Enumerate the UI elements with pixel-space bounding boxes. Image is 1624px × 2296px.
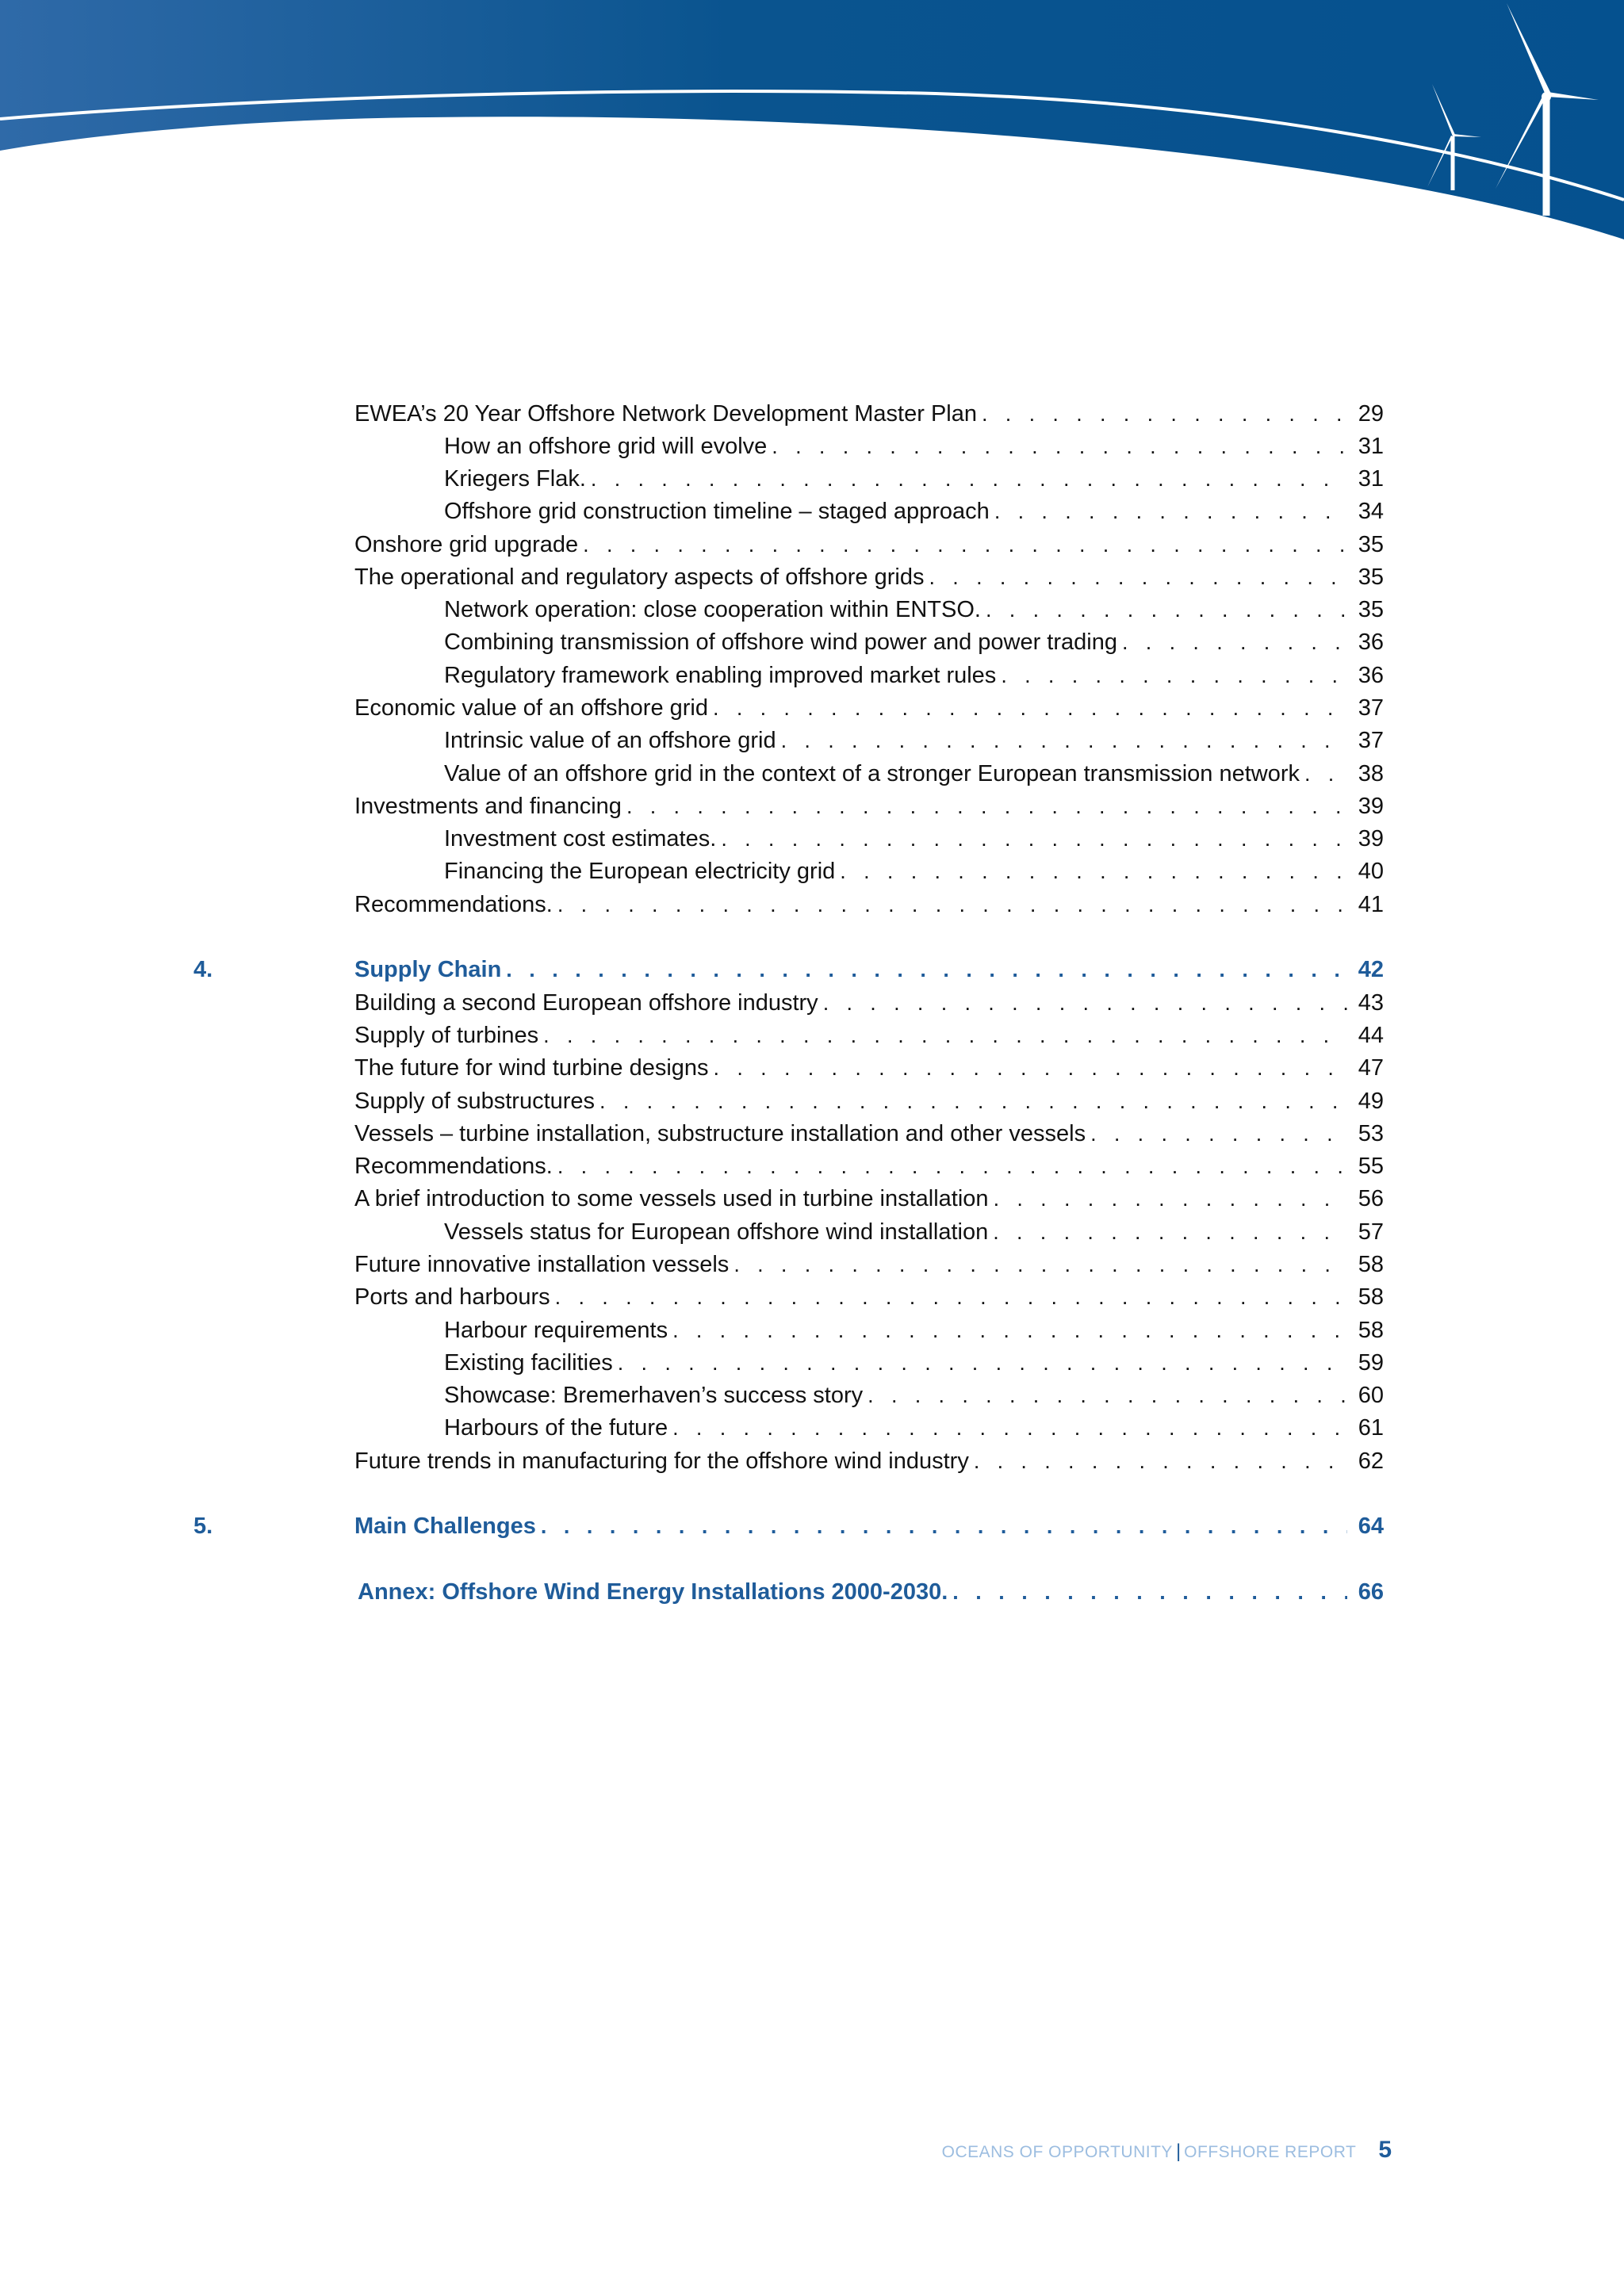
- toc-entry-title: A brief introduction to some vessels used in turbine installation: [354, 1186, 989, 1211]
- dot-leader: [840, 855, 1347, 888]
- toc-entry-page: 39: [1358, 794, 1384, 819]
- toc-entry-title: Supply Chain: [354, 957, 502, 982]
- footer-separator: |: [1175, 2141, 1182, 2162]
- toc-entry-title: Vessels – turbine installation, substructure installation and other vessels: [354, 1121, 1086, 1146]
- dot-leader: [986, 594, 1347, 626]
- chapter-number: 4.: [193, 957, 213, 982]
- toc-entry-page: 57: [1358, 1219, 1384, 1245]
- toc-chapter-heading[interactable]: [354, 1510, 1384, 1543]
- toc-entry-page: 58: [1358, 1252, 1384, 1277]
- toc-entry-page: 36: [1358, 629, 1384, 655]
- toc-entry-page: 35: [1358, 532, 1384, 557]
- toc-entry-page: 49: [1358, 1089, 1384, 1114]
- toc-entry-page: 37: [1358, 695, 1384, 721]
- toc-entry-page: 29: [1358, 401, 1384, 427]
- toc-entry[interactable]: [354, 1445, 1384, 1478]
- dot-leader: [982, 398, 1347, 430]
- dot-leader: [555, 1281, 1347, 1314]
- dot-leader: [583, 529, 1347, 561]
- dot-leader: [1090, 1118, 1347, 1150]
- chapter-number: 5.: [193, 1513, 213, 1539]
- dot-leader: [993, 1216, 1347, 1249]
- dot-leader: [994, 496, 1347, 528]
- toc-entry-title: Combining transmission of offshore wind power and power trading: [444, 629, 1117, 655]
- toc-entry-title: The future for wind turbine designs: [354, 1055, 709, 1081]
- toc-entry-title: Showcase: Bremerhaven’s success story: [444, 1383, 864, 1408]
- toc-entry-title: Offshore grid construction timeline – staged approach: [444, 499, 990, 524]
- dot-leader: [618, 1347, 1347, 1380]
- toc-entry-title: Financing the European electricity grid: [444, 859, 836, 884]
- dot-leader: [599, 1085, 1347, 1118]
- dot-leader: [672, 1412, 1347, 1445]
- toc-subentry[interactable]: [444, 1412, 1384, 1445]
- toc-entry-page: 47: [1358, 1055, 1384, 1081]
- dot-leader: [541, 1510, 1347, 1543]
- toc-entry-title: Building a second European offshore industry: [354, 990, 818, 1016]
- toc-subentry[interactable]: [444, 855, 1384, 888]
- toc-subentry[interactable]: [444, 496, 1384, 528]
- dot-leader: [772, 430, 1347, 463]
- toc-entry-title: Recommendations.: [354, 1154, 553, 1179]
- dot-leader: [868, 1380, 1347, 1412]
- toc-entry-title: Investment cost estimates.: [444, 826, 717, 851]
- toc-entry[interactable]: [354, 398, 1384, 430]
- dot-leader: [733, 1249, 1347, 1281]
- toc-entry-page: 35: [1358, 597, 1384, 622]
- toc-entry-title: Vessels status for European offshore wind installation: [444, 1219, 989, 1245]
- toc-entry[interactable]: [354, 1281, 1384, 1314]
- toc-entry[interactable]: [354, 1052, 1384, 1085]
- dot-leader: [1304, 758, 1347, 790]
- toc-entry[interactable]: [354, 692, 1384, 725]
- toc-entry-title: Future trends in manufacturing for the offshore wind industry: [354, 1448, 969, 1474]
- toc-entry-page: 40: [1358, 859, 1384, 884]
- dot-leader: [626, 790, 1347, 823]
- toc-entry-title: How an offshore grid will evolve: [444, 434, 768, 459]
- page-number: 5: [1378, 2137, 1392, 2163]
- dot-leader: [781, 725, 1347, 757]
- toc-entry[interactable]: [354, 1118, 1384, 1150]
- toc-entry-page: 60: [1358, 1383, 1384, 1408]
- toc-subentry[interactable]: [444, 823, 1384, 855]
- toc-entry[interactable]: [354, 1020, 1384, 1052]
- toc-entry-title: Harbour requirements: [444, 1318, 668, 1343]
- toc-subentry[interactable]: [444, 758, 1384, 790]
- toc-entry-title: Network operation: close cooperation within ENTSO.: [444, 597, 981, 622]
- dot-leader: [929, 561, 1347, 594]
- toc-entry[interactable]: [354, 561, 1384, 594]
- toc-entry-title: Existing facilities: [444, 1350, 613, 1376]
- toc-entry-title: Economic value of an offshore grid: [354, 695, 709, 721]
- dot-leader: [672, 1314, 1347, 1347]
- toc-entry[interactable]: [354, 1183, 1384, 1215]
- toc-annex-heading[interactable]: [358, 1576, 1384, 1609]
- publication-title: OCEANS OF OPPORTUNITY: [941, 2143, 1173, 2161]
- toc-entry-title: Kriegers Flak.: [444, 466, 586, 492]
- toc-entry-page: 62: [1358, 1448, 1384, 1474]
- toc-entry[interactable]: [354, 790, 1384, 823]
- toc-entry-page: 56: [1358, 1186, 1384, 1211]
- toc-entry-title: Harbours of the future: [444, 1415, 668, 1441]
- toc-entry-page: 37: [1358, 728, 1384, 753]
- toc-entry-page: 39: [1358, 826, 1384, 851]
- dot-leader: [714, 1052, 1347, 1085]
- toc-subentry[interactable]: [444, 430, 1384, 463]
- toc-entry-page: 61: [1358, 1415, 1384, 1441]
- toc-entry-page: 64: [1358, 1513, 1384, 1539]
- toc-entry-title: Investments and financing: [354, 794, 622, 819]
- dot-leader: [974, 1445, 1347, 1478]
- toc-entry-title: Main Challenges: [354, 1513, 536, 1539]
- dot-leader: [591, 463, 1347, 496]
- toc-entry-title: Future innovative installation vessels: [354, 1252, 730, 1277]
- toc-entry-title: The operational and regulatory aspects of offshore grids: [354, 564, 925, 590]
- toc-entry[interactable]: [354, 529, 1384, 561]
- toc-entry-title: Intrinsic value of an offshore grid: [444, 728, 776, 753]
- toc-subentry[interactable]: [444, 660, 1384, 692]
- toc-entry-page: 66: [1358, 1579, 1384, 1605]
- dot-leader: [543, 1020, 1347, 1052]
- toc-entry-page: 38: [1358, 761, 1384, 786]
- toc-entry-page: 44: [1358, 1023, 1384, 1048]
- toc-subentry[interactable]: [444, 1380, 1384, 1412]
- dot-leader: [721, 823, 1347, 855]
- toc-entry-title: Supply of turbines: [354, 1023, 539, 1048]
- toc-entry-page: 55: [1358, 1154, 1384, 1179]
- dot-leader: [1001, 660, 1347, 692]
- toc-entry-page: 59: [1358, 1350, 1384, 1376]
- toc-subentry[interactable]: [444, 463, 1384, 496]
- toc-entry-page: 43: [1358, 990, 1384, 1016]
- toc-subentry[interactable]: [444, 626, 1384, 659]
- toc-entry[interactable]: [354, 1150, 1384, 1183]
- toc-subentry[interactable]: [444, 1216, 1384, 1249]
- toc-entry-page: 41: [1358, 892, 1384, 917]
- dot-leader: [994, 1183, 1347, 1215]
- dot-leader: [713, 692, 1347, 725]
- toc-subentry[interactable]: [444, 725, 1384, 757]
- toc-entry-title: Value of an offshore grid in the context of a stronger European transmission network: [444, 761, 1300, 786]
- toc-entry-title: Onshore grid upgrade: [354, 532, 579, 557]
- dot-leader: [506, 954, 1347, 986]
- toc-entry-title: Ports and harbours: [354, 1284, 550, 1310]
- toc-entry[interactable]: [354, 987, 1384, 1020]
- toc-entry-title: Annex: Offshore Wind Energy Installations 2000-2030.: [358, 1579, 948, 1605]
- toc-chapter-heading[interactable]: [354, 954, 1384, 986]
- toc-entry[interactable]: [354, 889, 1384, 921]
- toc-entry[interactable]: [354, 1085, 1384, 1118]
- dot-leader: [557, 1150, 1347, 1183]
- toc-entry-title: Recommendations.: [354, 892, 553, 917]
- toc-entry-title: Supply of substructures: [354, 1089, 596, 1114]
- toc-entry-page: 31: [1358, 466, 1384, 492]
- toc-entry-page: 58: [1358, 1318, 1384, 1343]
- dot-leader: [1122, 626, 1347, 659]
- toc-subentry[interactable]: [444, 594, 1384, 626]
- toc-entry-page: 34: [1358, 499, 1384, 524]
- toc-entry-page: 58: [1358, 1284, 1384, 1310]
- dot-leader: [823, 987, 1347, 1020]
- toc-entry-page: 36: [1358, 663, 1384, 688]
- toc-subentry[interactable]: [444, 1347, 1384, 1380]
- toc-entry-title: EWEA’s 20 Year Offshore Network Development Master Plan: [354, 401, 977, 427]
- toc-entry-title: Regulatory framework enabling improved market rules: [444, 663, 997, 688]
- toc-entry-page: 42: [1358, 957, 1384, 982]
- dot-leader: [952, 1576, 1347, 1609]
- toc-entry[interactable]: [354, 1249, 1384, 1281]
- page-footer: [872, 2137, 1392, 2168]
- toc-entry-page: 35: [1358, 564, 1384, 590]
- toc-subentry[interactable]: [444, 1314, 1384, 1347]
- report-title: OFFSHORE REPORT: [1184, 2143, 1357, 2161]
- dot-leader: [557, 889, 1347, 921]
- toc-entry-page: 53: [1358, 1121, 1384, 1146]
- toc-entry-page: 31: [1358, 434, 1384, 459]
